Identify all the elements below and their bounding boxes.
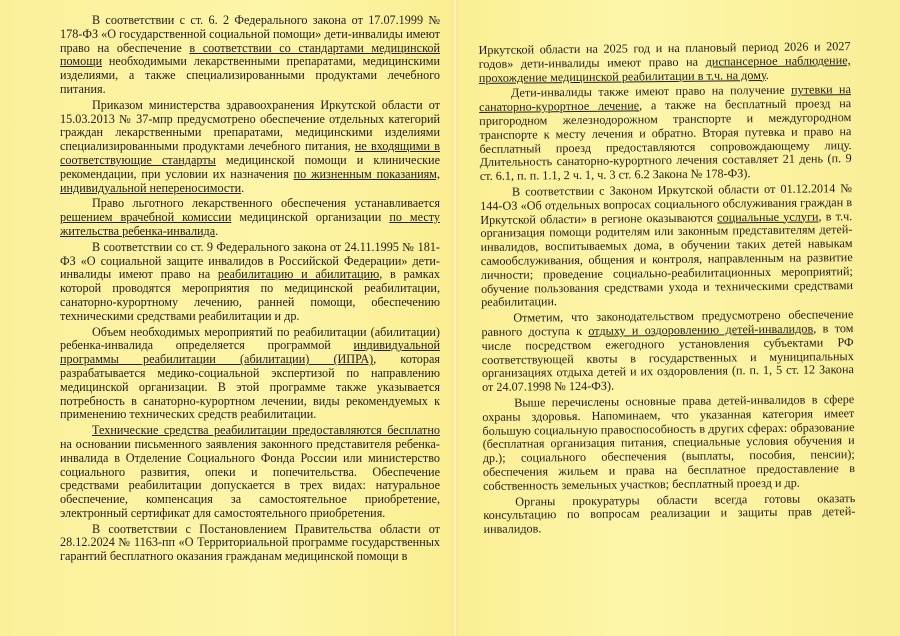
paragraph: [60, 197, 440, 238]
text-run: медицинской помощи и клинические рекомендации, при условии их назначения: [60, 152, 440, 181]
text-run: Право льготного лекарственного обеспечения устанавливается: [92, 196, 440, 211]
paragraph: [60, 424, 440, 521]
paragraph: [60, 99, 440, 196]
page-fold: [452, 0, 458, 636]
left-column: [60, 0, 440, 566]
text-run: Дети-инвалиды также имеют право на получение: [510, 83, 792, 101]
text-run: В соответствии с Постановлением Правительства области от 28.12.2024 № 1163-пп «О Территориальной программе государственных гарантий бесплатного оказания гражданам медицинской помощи в: [60, 521, 440, 564]
underlined-text: по жизненным показаниям, индивидуальной непереносимости: [60, 166, 440, 195]
text-run: медицинской организации: [231, 210, 390, 225]
paragraph: [60, 14, 440, 97]
text-run: В соответствии с ст. 6. 2 Федерального закона от 17.07.1999 № 178-ФЗ «О государственной социальной помощи» дети-инвалиды имеют право на обеспечение: [60, 13, 440, 55]
text-run: Органы прокуратуры области всегда готовы оказать консультацию по вопросам реализации и защиты прав детей-инвалидов.: [483, 490, 856, 537]
text-run: .: [215, 223, 219, 238]
paragraph: [479, 83, 852, 183]
underlined-text: Технические средства реабилитации предоставляются бесплатно: [92, 423, 440, 438]
underlined-text: индивидуальной программы реабилитации (абилитации) (ИПРА): [60, 338, 440, 367]
underlined-text: решением врачебной комиссии: [60, 210, 232, 225]
text-run: В соответствии со ст. 9 Федерального закона от 24.11.1995 № 181-ФЗ «О социальной защите инвалидов в Российской Федерации» дети-инвалиды имеют право на: [60, 239, 440, 282]
text-run: .: [765, 67, 769, 82]
paragraph: [481, 308, 854, 395]
right-column: [478, 0, 856, 539]
text-run: , которая разрабатывается медико-социальной экспертизой по направлению медицинской организации. В этой программе также указывается потребность в санаторно-курортном лечении, виды рекомендуемых к применению технических средств реабилитации.: [60, 352, 440, 422]
paragraph: [480, 182, 853, 310]
underlined-text: диспансерное наблюдение, прохождение медицинской реабилитации в т.ч. на дому: [478, 52, 851, 85]
paragraph: [483, 492, 855, 537]
text-run: на основании письменного заявления законного представителя ребенка-инвалида в Отделение Социального Фонда России или министерство социального развития, опеки и попечительства. Обеспечение средствами реабилитации допускается в трех видах: натуральное обеспечение, компенсация за самостоятельное приобретение, электронный сертификат для самостоятельного приобретения.: [60, 436, 440, 520]
paragraph: [60, 241, 440, 324]
text-run: , в рамках которой проводятся мероприятия по медицинской реабилитации, санаторно-курортному лечению, ранней помощи, обеспечению техническими средствами реабилитации и др.: [60, 267, 440, 323]
underlined-text: реабилитацию и абилитацию: [217, 267, 380, 282]
underlined-text: путевки на санаторно-курортное лечение: [479, 82, 852, 115]
text-run: Объем необходимых мероприятий по реабилитации (абилитации) ребенка-инвалида определяется программой: [60, 324, 440, 353]
text-run: Отметим, что законодательством предусмотрено обеспечение равного доступа к: [481, 307, 854, 339]
text-run: Иркутской области на 2025 год и на плановый период 2026 и 2027 годов» дети-инвалиды имеют право на: [478, 39, 851, 71]
underlined-text: социальные услуги: [717, 209, 819, 225]
text-run: В соответствии с Законом Иркутской области от 01.12.2014 № 144-ОЗ «Об отдельных вопросах социального обслуживания граждан в Иркутской области» в регионе оказываются: [480, 181, 853, 227]
paragraph: [478, 40, 850, 85]
paragraph: [60, 523, 440, 564]
text-run: , а также на бесплатный проезд на пригородном железнодорожном транспорте и междугородном транспорте к месту лечения и обратно. Вторая путевка и право на бесплатный проезд предоставляются сопровождающему лицу. Длительность санаторно-курортного лечения составляет 21 день (п. 9 ст. 6.1, п. п. 1.1, 2 ч. 1, ч. 3 ст. 6.2 Закона № 178-ФЗ).: [479, 96, 852, 184]
paragraph: [482, 393, 855, 493]
paragraph: [60, 326, 440, 423]
text-run: .: [241, 180, 245, 195]
underlined-text: не входящими в соответствующие стандарты: [60, 139, 440, 167]
underlined-text: в соответствии со стандартами медицинской помощи: [60, 40, 440, 69]
text-run: Выше перечислены основные права детей-инвалидов в сфере охраны здоровья. Напоминаем, что указанная категория имеет большую социальную правоспособность в других сферах: образование (бесплатная организация питания, специальные условия обучения и др.); социального обеспечения (выплаты, пособия, пенсии); обеспечения жильем и права на бесплатное предоставление в собственность земельных участков; бесплатный проезд и др.: [482, 392, 855, 493]
text-run: необходимыми лекарственными препаратами, медицинскими изделиями, а также специализированными продуктами лечебного питания.: [60, 54, 440, 96]
text-run: , в т.ч. организация помощи родителям или законным представителям детей-инвалидов, воспитываемых дома, в обучении таких детей навыкам самообслуживания, общения и контроля, направленным на развитие личности; проведение социально-реабилитационных мероприятий; обучение пользования средствами ухода и техническими средствами реабилитации.: [480, 208, 854, 310]
underlined-text: отдыху и оздоровлению детей-инвалидов: [588, 321, 814, 338]
underlined-text: по месту жительства ребенка-инвалида: [60, 210, 441, 238]
text-run: , в том числе посредством ежегодного установления субъектами РФ соответствующей квоты в государственных и муниципальных организациях отдыха детей и их оздоровления (п. п. 1, 5 ст. 12 Закона от 24.07.1998 № 124-ФЗ).: [481, 321, 854, 395]
text-run: Приказом министерства здравоохранения Иркутской области от 15.03.2013 № 37-мпр предусмотрено обеспечение отдельных категорий граждан лекарственными препаратами, медицинскими изделиями специализированными продуктами лечебного питания,: [60, 97, 440, 154]
